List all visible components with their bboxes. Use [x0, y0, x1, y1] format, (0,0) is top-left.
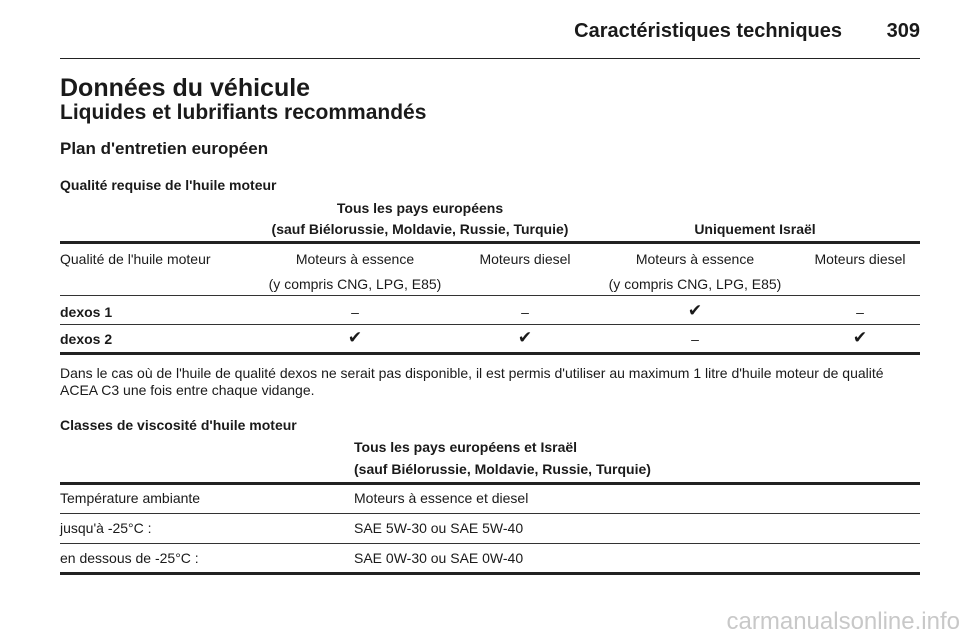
- viscosity-caption: Classes de viscosité d'huile moteur: [60, 417, 297, 433]
- col-diesel-israel: Moteurs diesel: [814, 251, 906, 267]
- table-rule: [60, 572, 920, 575]
- group-israel: Uniquement Israël: [694, 221, 816, 237]
- page-number: 309: [886, 20, 920, 42]
- table-rule: [60, 241, 920, 244]
- check-icon: ✔: [517, 328, 533, 347]
- col-engines: Moteurs à essence et diesel: [354, 490, 529, 506]
- table-rule: [60, 543, 920, 544]
- check-icon: ✔: [347, 328, 363, 347]
- row-name: dexos 1: [60, 304, 113, 320]
- row-value: –: [351, 304, 359, 320]
- section-title: Caractéristiques techniques: [574, 20, 842, 42]
- table-rule: [60, 295, 920, 296]
- row-value: –: [521, 304, 529, 320]
- oil-quality-caption: Qualité requise de l'huile moteur: [60, 177, 277, 193]
- row-name: dexos 2: [60, 331, 113, 347]
- col-diesel-europe: Moteurs diesel: [479, 251, 571, 267]
- page-header: [60, 18, 920, 59]
- group-europe-line2: (sauf Biélorussie, Moldavie, Russie, Turquie): [271, 221, 569, 237]
- row-value: –: [856, 304, 864, 320]
- table-rule: [60, 352, 920, 355]
- subsection-heading: Plan d'entretien européen: [60, 139, 269, 158]
- row-grade: SAE 0W-30 ou SAE 0W-40: [354, 550, 524, 566]
- row-grade: SAE 5W-30 ou SAE 5W-40: [354, 520, 524, 536]
- row-temperature: jusqu'à -25°C :: [60, 520, 152, 536]
- check-icon: ✔: [852, 328, 868, 347]
- col-petrol-europe: Moteurs à essence: [295, 251, 415, 267]
- section-heading: Liquides et lubrifiants recommandés: [60, 101, 427, 124]
- col-oil-quality: Qualité de l'huile moteur: [60, 251, 211, 267]
- table-rule: [60, 482, 920, 485]
- viscosity-group-line1: Tous les pays européens et Israël: [354, 439, 578, 455]
- table-rule: [60, 324, 920, 325]
- group-europe-line1: Tous les pays européens: [336, 200, 504, 216]
- viscosity-group-line2: (sauf Biélorussie, Moldavie, Russie, Turquie): [354, 461, 651, 477]
- row-temperature: en dessous de -25°C :: [60, 550, 199, 566]
- watermark-text: carmanualsonline.info: [726, 608, 960, 635]
- col-petrol-israel-note: (y compris CNG, LPG, E85): [608, 276, 782, 292]
- col-petrol-europe-note: (y compris CNG, LPG, E85): [268, 276, 442, 292]
- row-value: –: [691, 331, 699, 347]
- col-petrol-israel: Moteurs à essence: [635, 251, 755, 267]
- col-temperature: Température ambiante: [60, 490, 201, 506]
- check-icon: ✔: [687, 301, 703, 320]
- chapter-title: Données du véhicule: [60, 74, 311, 102]
- table-rule: [60, 513, 920, 514]
- dexos-note: Dans le cas où de l'huile de qualité dexos ne serait pas disponible, il est permis d'utiliser au maximum 1 litre d'huile moteur de qualité ACEA C3 une fois entre chaque vidange.: [60, 365, 884, 398]
